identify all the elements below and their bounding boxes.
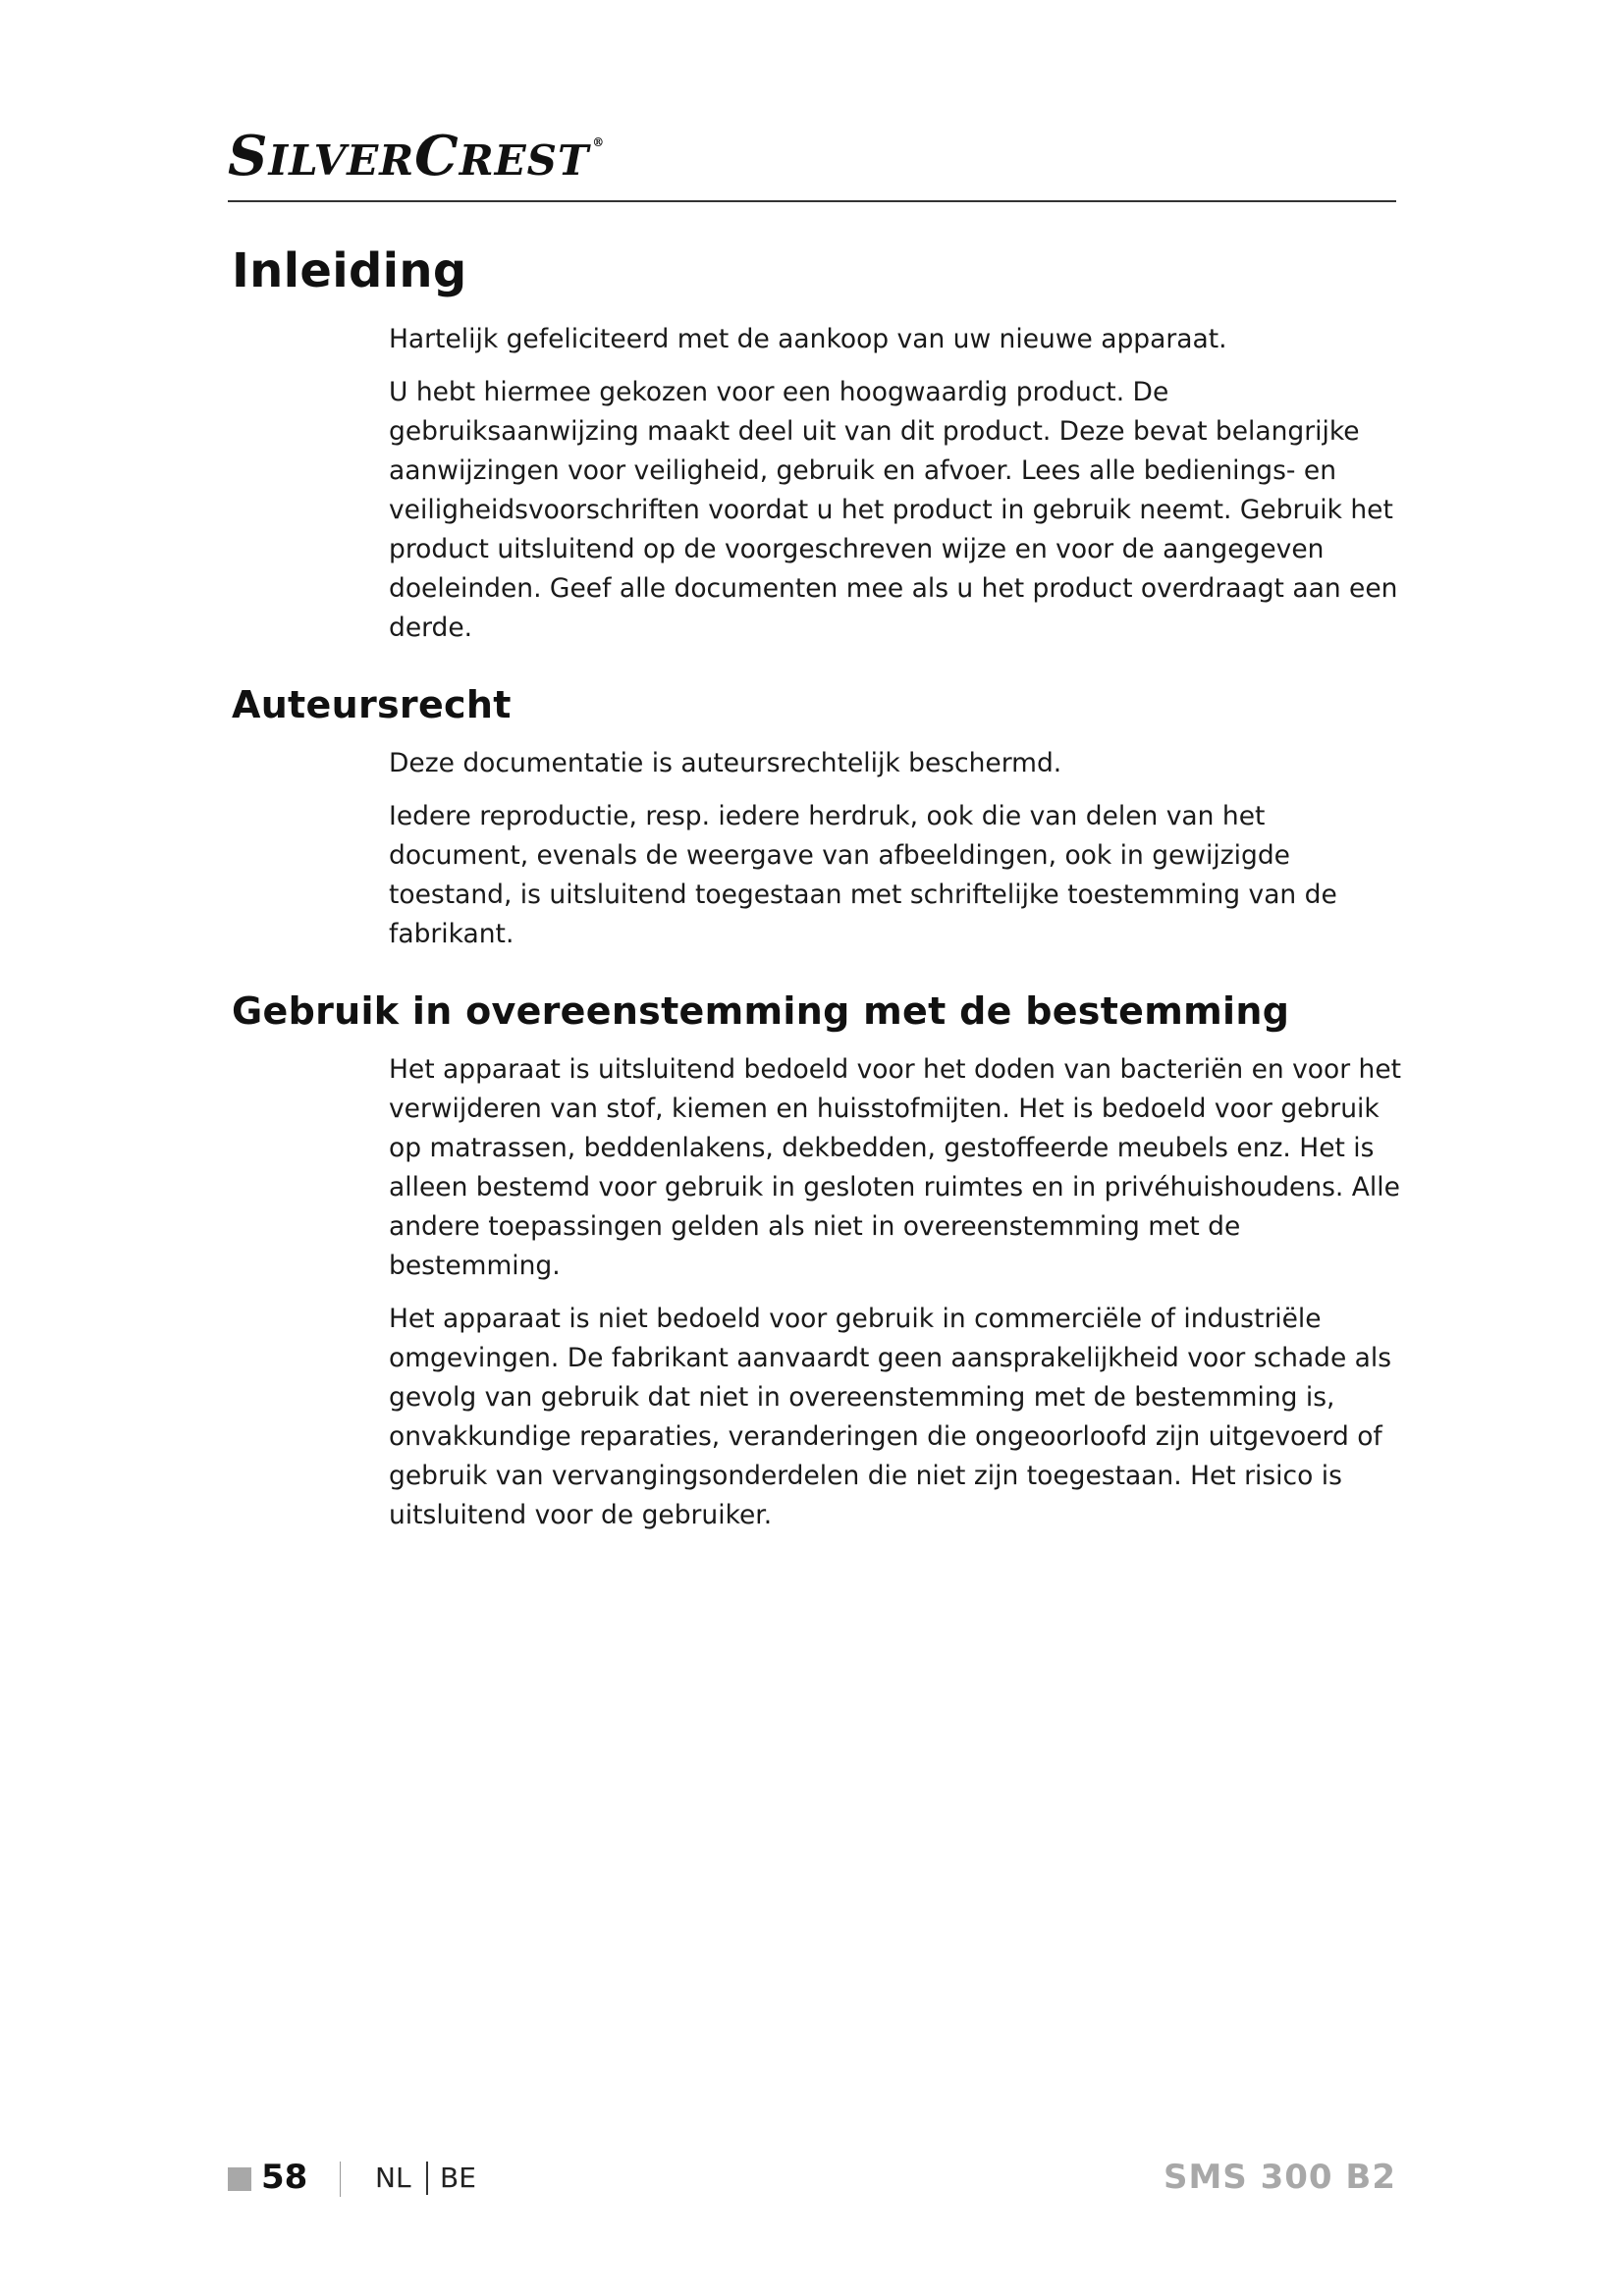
page-number: 58 [261, 2158, 308, 2197]
section-body-auteursrecht [389, 744, 1410, 954]
square-icon [228, 2167, 251, 2191]
logo-letter-s: S [228, 124, 269, 188]
paragraph: Hartelijk gefeliciteerd met de aankoop van uw nieuwe apparaat. [389, 324, 1227, 354]
page-footer [228, 2154, 1396, 2203]
section-body-gebruik [389, 1050, 1410, 1535]
paragraph: Deze documentatie is auteursrechtelijk beschermd. [389, 748, 1062, 778]
language-code-be: BE [440, 2162, 476, 2194]
language-separator [426, 2162, 428, 2195]
section-heading-gebruik: Gebruik in overeenstemming met de bestemming [232, 989, 1290, 1033]
header-divider [228, 200, 1396, 202]
model-number: SMS 300 B2 [1163, 2158, 1396, 2197]
section-body-inleiding [389, 320, 1410, 648]
paragraph: U hebt hiermee gekozen voor een hoogwaardig product. De gebruiksaanwijzing maakt deel uit van dit product. Deze bevat belangrijke aanwijzingen voor veiligheid, gebruik en afvoer. Lees alle bedienings- en veiligheidsvoorschriften voordat u het product in gebruik neemt. Gebruik het product uitsluitend op de voorgeschreven wijze en voor de aangegeven doeleinden. Geef alle documenten mee als u het product overdraagt aan een derde. [389, 377, 1398, 643]
section-heading-auteursrecht: Auteursrecht [232, 683, 512, 726]
footer-divider [340, 2162, 341, 2197]
brand-logo [228, 124, 605, 188]
paragraph: Het apparaat is niet bedoeld voor gebruik in commerciële of industriële omgevingen. De fabrikant aanvaardt geen aansprakelijkheid voor schade als gevolg van gebruik dat niet in overeenstemming met de bestemming is, onvakkundige reparaties, veranderingen die ongeoorloofd zijn uitgevoerd of gebruik van vervangingsonderdelen die niet zijn toegestaan. Het risico is uitsluitend voor de gebruiker. [389, 1304, 1392, 1530]
paragraph: Het apparaat is uitsluitend bedoeld voor het doden van bacteriën en voor het verwijderen van stof, kiemen en huisstofmijten. Het is bedoeld voor gebruik op matrassen, beddenlakens, dekbedden, gestoffeerde meubels enz. Het is alleen bestemd voor gebruik in gesloten ruimtes en in privéhuishoudens. Alle andere toepassingen gelden als niet in overeenstemming met de bestemming. [389, 1054, 1402, 1281]
logo-letter-c: C [414, 124, 460, 188]
logo-letters-rest: REST [459, 136, 590, 185]
registered-mark: ® [592, 135, 606, 149]
section-heading-inleiding: Inleiding [232, 243, 467, 298]
logo-letters-ilver: ILVER [268, 136, 415, 185]
paragraph: Iedere reproductie, resp. iedere herdruk, ook die van delen van het document, evenals de weergave van afbeeldingen, ook in gewijzigde toestand, is uitsluitend toegestaan met schriftelijke toestemming van de fabrikant. [389, 801, 1337, 949]
page-content [232, 243, 1410, 1549]
language-code-nl: NL [375, 2162, 411, 2194]
